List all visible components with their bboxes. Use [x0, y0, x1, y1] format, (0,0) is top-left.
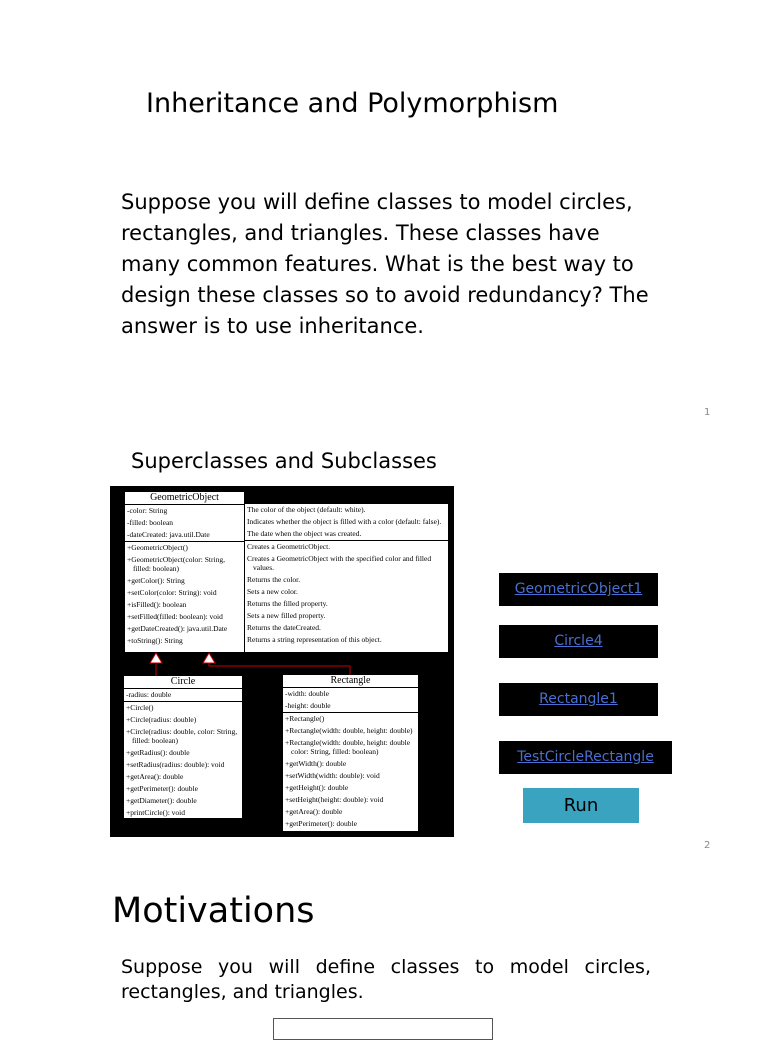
uml-method: +setWidth(width: double): void: [285, 771, 380, 780]
uml-method: +getColor(): String: [127, 576, 185, 585]
uml-method: +Circle(radius: double): [126, 715, 197, 724]
page-number-1: 1: [704, 407, 711, 418]
uml-method: +Circle(): [126, 703, 154, 712]
uml-field: -height: double: [285, 701, 331, 710]
rectangle-class-name: Rectangle: [283, 675, 418, 688]
uml-method: +getArea(): double: [285, 807, 343, 816]
link-circle4[interactable]: [499, 625, 658, 658]
rectangle-fields: [283, 688, 418, 712]
uml-method: +getDiameter(): double: [126, 796, 197, 805]
uml-method: +GeometricObject(color: String, filled: boolean): [127, 555, 225, 573]
uml-method: +getPerimeter(): double: [285, 819, 357, 828]
link-test-circle-rectangle[interactable]: [499, 741, 672, 774]
link-circle4-label[interactable]: Circle4: [554, 633, 603, 649]
uml-method: +getHeight(): double: [285, 783, 349, 792]
field-description: The date when the object was created.: [247, 529, 362, 538]
rectangle-inheritance-arrowhead: [203, 653, 215, 663]
method-description: Creates a GeometricObject with the specified color and filled values.: [247, 554, 432, 572]
uml-method: +getWidth(): double: [285, 759, 347, 768]
method-description: Returns a string representation of this object.: [247, 635, 382, 644]
method-description: Creates a GeometricObject.: [247, 542, 331, 551]
uml-field: -width: double: [285, 689, 329, 698]
link-geometric-object1-label[interactable]: GeometricObject1: [514, 581, 643, 597]
uml-method: +setHeight(height: double): void: [285, 795, 384, 804]
method-description: Sets a new filled property.: [247, 611, 326, 620]
uml-method: +setColor(color: String): void: [127, 588, 217, 597]
slide3-body: Suppose you will define classes to model circles, rectangles, and triangles.: [121, 956, 651, 1003]
uml-method: +Circle(radius: double, color: String, filled: boolean): [126, 727, 238, 745]
rectangle-class-box: [283, 675, 418, 831]
slide3-figure-box: [273, 1018, 493, 1040]
circle-methods: [124, 701, 242, 819]
method-description: Sets a new color.: [247, 587, 298, 596]
uml-method: +toString(): String: [127, 636, 183, 645]
link-geometric-object1[interactable]: [499, 573, 658, 606]
uml-method: +Rectangle(): [285, 714, 325, 723]
circle-class-name: Circle: [124, 676, 242, 689]
rectangle-methods: [283, 712, 418, 830]
page-number-2: 2: [704, 840, 711, 851]
field-description: The color of the object (default: white).: [247, 505, 366, 514]
link-rectangle1-label[interactable]: Rectangle1: [539, 691, 618, 707]
method-description: Returns the dateCreated.: [247, 623, 321, 632]
uml-method: +getRadius(): double: [126, 748, 190, 757]
uml-field: -color: String: [127, 506, 168, 515]
circle-class-box: [124, 676, 242, 818]
slide1-title: Inheritance and Polymorphism: [146, 88, 559, 119]
uml-field: -filled: boolean: [127, 518, 174, 527]
circle-fields: [124, 689, 242, 701]
geometric-object-class-name: GeometricObject: [125, 492, 244, 505]
uml-class-diagram: [110, 486, 454, 837]
slide1-body: Suppose you will define classes to model circles, rectangles, and triangles. These classes have many common features. What is the best way to design these classes so to avoid redundancy? The answer is to use inheritance.: [121, 190, 649, 338]
slide2-title: Superclasses and Subclasses: [131, 449, 437, 473]
uml-field: -radius: double: [126, 690, 172, 699]
field-description: Indicates whether the object is filled with a color (default: false).: [247, 517, 442, 526]
slide3-title: Motivations: [112, 891, 315, 931]
method-description: Returns the filled property.: [247, 599, 328, 608]
link-test-circle-rectangle-label[interactable]: TestCircleRectangle: [517, 749, 654, 765]
uml-method: +GeometricObject(): [127, 543, 188, 552]
uml-method: +Rectangle(width: double, height: double color: String, filled: boolean): [285, 738, 411, 756]
uml-method: +getDateCreated(): java.util.Date: [127, 624, 228, 633]
uml-field: -dateCreated: java.util.Date: [127, 530, 210, 539]
circle-inheritance-arrowhead: [150, 653, 162, 663]
uml-method: +setFilled(filled: boolean): void: [127, 612, 223, 621]
method-description: Returns the color.: [247, 575, 301, 584]
uml-method: +isFilled(): boolean: [127, 600, 187, 609]
uml-method: +getArea(): double: [126, 772, 184, 781]
link-rectangle1[interactable]: [499, 683, 658, 716]
run-button[interactable]: Run: [523, 788, 639, 823]
uml-method: +setRadius(radius: double): void: [126, 760, 225, 769]
uml-method: +printCircle(): void: [126, 808, 186, 817]
uml-method: +getPerimeter(): double: [126, 784, 198, 793]
uml-method: +Rectangle(width: double, height: double): [285, 726, 413, 735]
